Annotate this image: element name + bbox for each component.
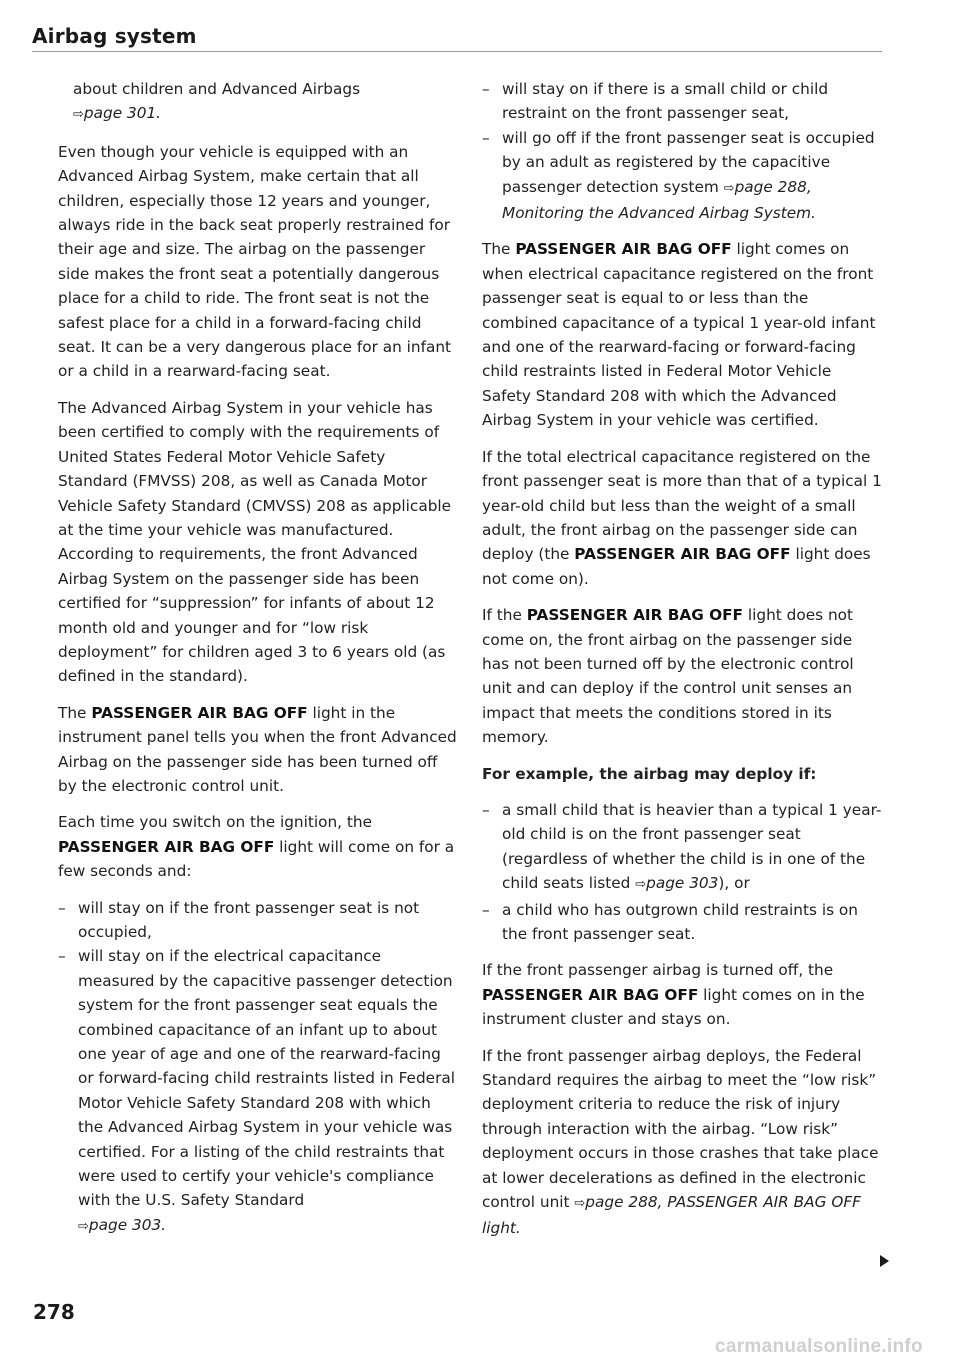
indicator-name: PASSENGER AIR BAG OFF (526, 606, 744, 625)
paragraph: The Advanced Airbag System in your vehicle has been certified to comply with the requirements of United States Federal Motor Vehicle Safety Standard (FMVSS) 208, as well as Canada Motor Vehicle Safety Standard (CMVSS) 208 as applicable at the time your vehicle was manufactured. According to requirements, the front Advanced Airbag System on the passenger side has been certified for “suppression” for infants of about 12 month old and younger and for “low risk deployment” for children aged 3 to 6 years old (as defined in the standard). (58, 398, 452, 686)
see-arrow-icon: ⇨ (574, 1196, 586, 1212)
paragraph: If the total electrical capacitance registered on the front passenger seat is more than that of a typical 1 year-old child but less than the weight of a small adult, the front airbag on the passenger side can deploy (the PASSENGER AIR BAG OFF light does not come on). (482, 447, 882, 588)
list-item: – a child who has outgrown child restraints is on the front passenger seat. (482, 900, 858, 943)
list-item: – will stay on if the front passenger seat is not occupied, (58, 898, 420, 941)
see-arrow-icon: ⇨ (723, 180, 735, 196)
page-reference-link[interactable]: ⇨page 288, Monitoring the Advanced Airbag System. (502, 177, 816, 223)
bullet-list (482, 77, 882, 225)
page-number: 278 (33, 1300, 75, 1324)
indicator-name: PASSENGER AIR BAG OFF (482, 985, 699, 1004)
left-column (58, 77, 458, 1251)
page-reference-link[interactable]: ⇨page 303. (78, 1215, 167, 1234)
indicator-name: PASSENGER AIR BAG OFF (515, 240, 732, 259)
bullet-list (482, 798, 882, 946)
list-item: – will stay on if the electrical capacitance measured by the capacitive passenger detection system for the front passenger seat equals the combined capacitance of an infant up to about one year of age and one of the rearward-facing or forward-facing child restraints listed in Federal Motor Vehicle Safety Standard 208 with which the Advanced Airbag System in your vehicle was certified. For a listing of the child restraints that were used to certify your vehicle's compliance with the U.S. Safety Standard ⇨page 303. (58, 947, 455, 1234)
paragraph: If the front passenger airbag deploys, the Federal Standard requires the airbag to meet the “low risk” deployment criteria to reduce the risk of injury through interaction with the airbag. “Low risk” deployment occurs in those crashes that take place at lower decelerations as defined in the electronic control unit ⇨page 288, PASSENGER AIR BAG OFF light. (482, 1046, 879, 1238)
bullet-list (58, 896, 458, 1240)
paragraph: The PASSENGER AIR BAG OFF light in the instrument panel tells you when the front Advanced Airbag on the passenger side has been turned off by the electronic control unit. (58, 703, 457, 795)
header-divider (32, 51, 882, 52)
list-item: – a small child that is heavier than a typical 1 year-old child is on the front passenger seat (regardless of whether the child is in one of the child seats listed ⇨page 303), or (482, 800, 882, 893)
paragraph: The PASSENGER AIR BAG OFF light comes on when electrical capacitance registered on the front passenger seat is equal to or less than the combined capacitance of a typical 1 year-old infant and one of the rearward-facing or forward-facing child restraints listed in Federal Motor Vehicle Safety Standard 208 with which the Advanced Airbag System in your vehicle was certified. (482, 240, 876, 430)
paragraph: Each time you switch on the ignition, the PASSENGER AIR BAG OFF light will come on for a few seconds and: (58, 813, 455, 881)
section-title: Airbag system (32, 24, 197, 48)
see-arrow-icon: ⇨ (635, 877, 647, 893)
paragraph: Even though your vehicle is equipped with an Advanced Airbag System, make certain that all children, especially those 12 years and younger, always ride in the back seat properly restrained for their age and size. The airbag on the passenger side makes the front seat a potentially dangerous place for a child to ride. The front seat is not the safest place for a child in a forward-facing child seat. It can be a very dangerous place for an infant or a child in a rearward-facing seat. (58, 142, 452, 381)
subheading: For example, the airbag may deploy if: (482, 764, 817, 783)
indicator-name: PASSENGER AIR BAG OFF (91, 703, 308, 722)
list-item: – will stay on if there is a small child or child restraint on the front passenger seat, (482, 80, 829, 123)
continue-arrow-icon (880, 1255, 889, 1267)
see-arrow-icon: ⇨ (73, 107, 84, 123)
page-reference-link[interactable]: ⇨page 301. (73, 104, 162, 123)
page-reference-link[interactable]: ⇨page 303 (635, 874, 719, 893)
paragraph: If the PASSENGER AIR BAG OFF light does not come on, the front airbag on the passenger side has not been turned off by the electronic control unit and can deploy if the control unit senses an impact that meets the conditions stored in its memory. (482, 606, 854, 747)
paragraph-continuation: about children and Advanced Airbags ⇨page 301. (73, 80, 361, 123)
see-arrow-icon: ⇨ (78, 1218, 89, 1234)
page-reference-link[interactable]: ⇨page 288, PASSENGER AIR BAG OFF light. (482, 1193, 861, 1238)
watermark: carmanualsonline.info (715, 1336, 923, 1357)
right-column (482, 77, 882, 1253)
paragraph: If the front passenger airbag is turned off, the PASSENGER AIR BAG OFF light comes on in the instrument cluster and stays on. (482, 961, 865, 1029)
indicator-name: PASSENGER AIR BAG OFF (574, 545, 791, 564)
list-item: – will go off if the front passenger seat is occupied by an adult as registered by the capacitive passenger detection system ⇨page 288, Monitoring the Advanced Airbag System. (482, 128, 875, 223)
indicator-name: PASSENGER AIR BAG OFF (58, 837, 275, 856)
